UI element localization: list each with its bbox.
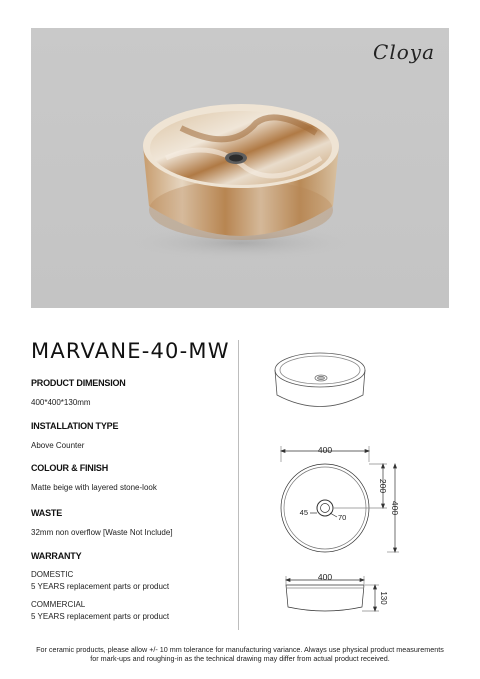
spec-finish	[31, 463, 231, 493]
spec-finish-heading: COLOUR & FINISH	[31, 463, 108, 473]
perspective-drawing	[275, 353, 365, 407]
top-width-label: 400	[317, 445, 333, 455]
spec-waste-value: 32mm non overflow [Waste Not Include]	[31, 528, 173, 537]
top-depth-label: 400	[390, 500, 400, 516]
spec-installation-heading: INSTALLATION TYPE	[31, 421, 119, 431]
spec-installation	[31, 421, 231, 451]
warranty-commercial-value: 5 YEARS replacement parts or product	[31, 612, 170, 621]
side-width-label: 400	[317, 572, 333, 582]
technical-drawings	[255, 330, 455, 620]
spec-warranty	[31, 551, 231, 622]
basin-image	[31, 28, 449, 308]
spec-waste	[31, 508, 231, 538]
disclaimer-line-2: for mark-ups and roughing-in as the technical drawing may differ from actual product received.	[90, 654, 390, 663]
warranty-domestic-value: 5 YEARS replacement parts or product	[31, 582, 170, 591]
side-view-drawing	[286, 576, 379, 611]
waste-small-label: 45	[299, 508, 308, 517]
product-photo	[31, 28, 449, 308]
side-height-label: 130	[379, 591, 388, 605]
disclaimer-line-1: For ceramic products, please allow +/- 10 mm tolerance for manufacturing variance. Always use physical product measurements	[36, 645, 444, 654]
column-divider	[238, 340, 239, 630]
spec-installation-value: Above Counter	[31, 441, 85, 450]
spec-dimension-value: 400*400*130mm	[31, 398, 91, 407]
top-half-label: 200	[378, 478, 388, 494]
product-model-title: MARVANE-40-MW	[31, 339, 230, 363]
spec-waste-heading: WASTE	[31, 508, 63, 518]
warranty-commercial-label: COMMERCIAL	[31, 600, 86, 609]
top-view-drawing	[281, 446, 399, 552]
warranty-domestic-label: DOMESTIC	[31, 570, 74, 579]
tolerance-disclaimer	[20, 645, 460, 663]
spec-finish-value: Matte beige with layered stone-look	[31, 483, 157, 492]
spec-warranty-heading: WARRANTY	[31, 551, 82, 561]
waste-large-label: 70	[338, 513, 347, 522]
spec-dimension-heading: PRODUCT DIMENSION	[31, 378, 126, 388]
spec-dimension	[31, 378, 231, 408]
brand-logo: Cloya	[373, 40, 435, 64]
